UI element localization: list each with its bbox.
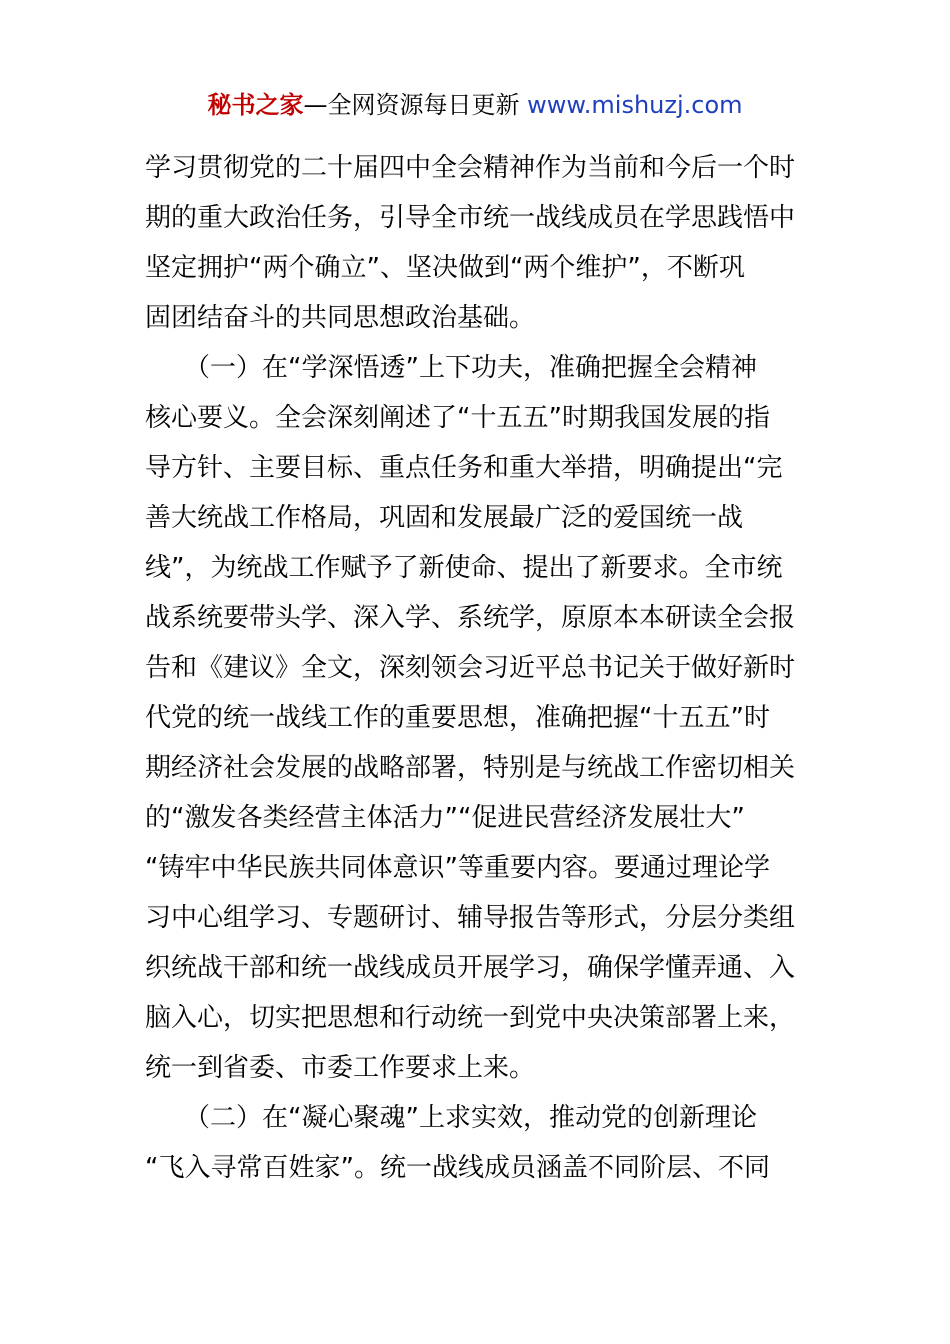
- text-line: （二）在“凝心聚魂”上求实效，推动党的创新理论: [145, 1103, 757, 1133]
- text-line: “飞入寻常百姓家”。统一战线成员涵盖不同阶层、不同: [145, 1153, 770, 1183]
- text-line: 线”，为统战工作赋予了新使命、提出了新要求。全市统: [145, 553, 783, 583]
- site-url: www.mishuzj.com: [527, 91, 743, 119]
- text-line: 导方针、主要目标、重点任务和重大举措，明确提出“完: [145, 453, 783, 483]
- text-line: 坚定拥护“两个确立”、坚决做到“两个维护”，不断巩: [145, 253, 745, 283]
- site-brand: 秘书之家: [207, 91, 304, 119]
- page-header: [0, 88, 950, 122]
- document-body: [145, 143, 810, 1193]
- text-line: 习中心组学习、专题研讨、辅导报告等形式，分层分类组: [145, 903, 796, 933]
- text-line: 战系统要带头学、深入学、系统学，原原本本研读全会报: [145, 603, 796, 633]
- text-line: “铸牢中华民族共同体意识”等重要内容。要通过理论学: [145, 853, 770, 883]
- site-tagline: —全网资源每日更新: [303, 91, 528, 119]
- text-line: 织统战干部和统一战线成员开展学习，确保学懂弄通、入: [145, 953, 796, 983]
- text-line: 期经济社会发展的战略部署，特别是与统战工作密切相关: [145, 753, 796, 783]
- text-line: 期的重大政治任务，引导全市统一战线成员在学思践悟中: [145, 203, 796, 233]
- text-line: 学习贯彻党的二十届四中全会精神作为当前和今后一个时: [145, 153, 796, 183]
- text-line: 核心要义。全会深刻阐述了“十五五”时期我国发展的指: [145, 403, 770, 433]
- text-line: 的“激发各类经营主体活力”“促进民营经济发展壮大”: [145, 803, 745, 833]
- text-line: 脑入心，切实把思想和行动统一到党中央决策部署上来，: [145, 1003, 796, 1033]
- text-line: 告和《建议》全文，深刻领会习近平总书记关于做好新时: [145, 653, 796, 683]
- text-line: （一）在“学深悟透”上下功夫，准确把握全会精神: [145, 353, 757, 383]
- text-line: 代党的统一战线工作的重要思想，准确把握“十五五”时: [145, 703, 770, 733]
- text-line: 统一到省委、市委工作要求上来。: [145, 1053, 536, 1083]
- text-line: 善大统战工作格局，巩固和发展最广泛的爱国统一战: [145, 503, 744, 533]
- text-line: 固团结奋斗的共同思想政治基础。: [145, 303, 536, 333]
